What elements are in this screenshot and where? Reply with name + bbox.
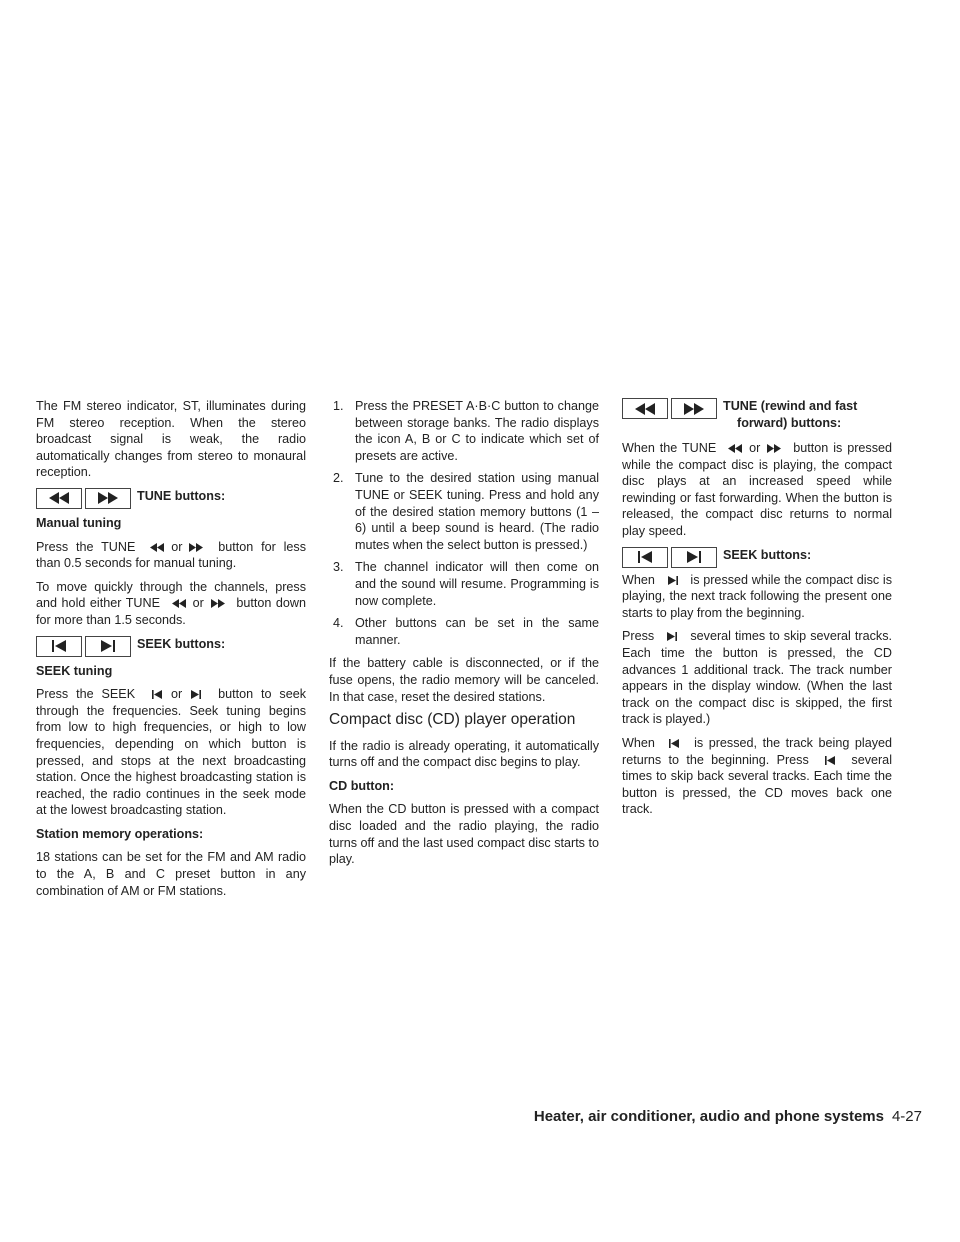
seek-forward-icon: [658, 628, 686, 645]
cd-section-heading: Compact disc (CD) player operation: [329, 711, 576, 729]
seek-forward-icon: [182, 686, 210, 703]
column-1: [36, 398, 306, 906]
footer-section-title: Heater, air conditioner, audio and phone systems: [533, 1108, 884, 1125]
rewind-icon: [721, 440, 749, 457]
cd-tune-buttons-figure: [622, 398, 892, 432]
rewind-button-icon: [36, 488, 82, 509]
tune-buttons-label: TUNE buttons:: [137, 488, 226, 503]
fast-forward-button-icon: [85, 488, 131, 509]
list-item: 1. Press the PRESET A·B·C button to change between storage banks. The radio displays the icon A, B or C to indicate which set of presets are active.: [333, 399, 599, 463]
column-2: [329, 398, 599, 875]
stereo-paragraph: The FM stereo indicator, ST, illuminates during FM stereo reception. When the stereo broadcast signal is weak, the radio automatically changes from stereo to monaural reception.: [36, 399, 306, 480]
cd-tune-buttons-label: TUNE (rewind and fast forward) buttons:: [723, 399, 858, 430]
fast-forward-button-icon: [671, 398, 717, 419]
fast-forward-icon: [760, 440, 788, 457]
manual-tuning-heading: Manual tuning: [36, 515, 122, 530]
preset-steps-list: [329, 398, 599, 648]
seek-tuning-heading: SEEK tuning: [36, 663, 113, 678]
battery-paragraph: If the battery cable is disconnected, or if the fuse opens, the radio memory will be canceled. In that case, reset the desired stations.: [329, 656, 599, 704]
list-item: 3. The channel indicator will then come on and the sound will resume. Programming is now complete.: [333, 560, 599, 608]
cd-intro-paragraph: If the radio is already operating, it automatically turns off and the compact disc begins to play.: [329, 738, 599, 770]
fast-forward-icon: [182, 539, 210, 556]
manual-tuning-paragraph: Press the TUNE or button for less than 0.5 seconds for manual tuning.: [36, 539, 307, 571]
rewind-button-icon: [622, 398, 668, 419]
seek-forward-button-icon: [671, 547, 717, 568]
seek-forward-button-icon: [85, 636, 131, 657]
cd-seek-next-paragraph: When is pressed while the compact disc is playing, the next track following the present one starts to play from the beginning.: [622, 572, 893, 620]
seek-buttons-label: SEEK buttons:: [137, 636, 226, 651]
seek-back-icon: [660, 735, 688, 752]
page-footer: [534, 1108, 922, 1125]
cd-seek-prev-paragraph: When is pressed, the track being played returns to the beginning. Press several times to skip back several tracks. Each time the button is pressed, the CD moves back one track.: [622, 735, 893, 817]
cd-button-paragraph: When the CD button is pressed with a compact disc loaded and the radio playing, the radio turns off and the last used compact disc starts to play.: [329, 802, 599, 867]
cd-tune-paragraph: When the TUNE or button is pressed while the compact disc is playing, the compact disc plays at an increased speed while rewinding or fast forwarding. When the button is released, the compact disc returns to normal play speed.: [622, 441, 892, 538]
fast-forward-icon: [204, 595, 232, 612]
seek-back-icon: [816, 752, 844, 769]
list-item: 2. Tune to the desired station using manual TUNE or SEEK tuning. Press and hold any of the desired station memory buttons (1 – 6) until a beep sound is heard. (The radio mutes when the select button is pressed.): [333, 471, 599, 552]
page-number: 4-27: [891, 1108, 922, 1125]
station-memory-heading: Station memory operations:: [36, 826, 204, 841]
seek-buttons-figure: [36, 636, 306, 657]
station-memory-paragraph: 18 stations can be set for the FM and AM radio to the A, B and C preset button in any combination of AM or FM stations.: [36, 850, 306, 898]
rewind-icon: [143, 539, 171, 556]
seek-tuning-paragraph: Press the SEEK or button to seek through the frequencies. Seek tuning begins from low to high frequencies, or high to low frequencies, depending on which button is pressed, and stops at the next broadcasting station. Once the highest broadcasting station is reached, the radio continues in the seek mode at the lowest broadcasting station.: [36, 687, 307, 818]
cd-seek-buttons-figure: [622, 547, 892, 568]
seek-forward-icon: [659, 572, 687, 589]
cd-button-heading: CD button:: [329, 778, 395, 793]
seek-back-icon: [143, 686, 171, 703]
cd-seek-buttons-label: SEEK buttons:: [723, 547, 812, 562]
cd-seek-press-paragraph: Press several times to skip several tracks. Each time the button is pressed, the CD advances 1 additional track. The track number appears in the display window. (When the last track on the compact disc is skipped, the first track is played.): [622, 629, 893, 727]
list-item: 4. Other buttons can be set in the same manner.: [333, 616, 599, 647]
fast-move-paragraph: To move quickly through the channels, press and hold either TUNE or button down for more than 1.5 seconds.: [36, 579, 306, 627]
seek-back-button-icon: [622, 547, 668, 568]
column-3: [622, 398, 892, 825]
rewind-icon: [165, 595, 193, 612]
tune-buttons-figure: [36, 488, 306, 509]
seek-back-button-icon: [36, 636, 82, 657]
